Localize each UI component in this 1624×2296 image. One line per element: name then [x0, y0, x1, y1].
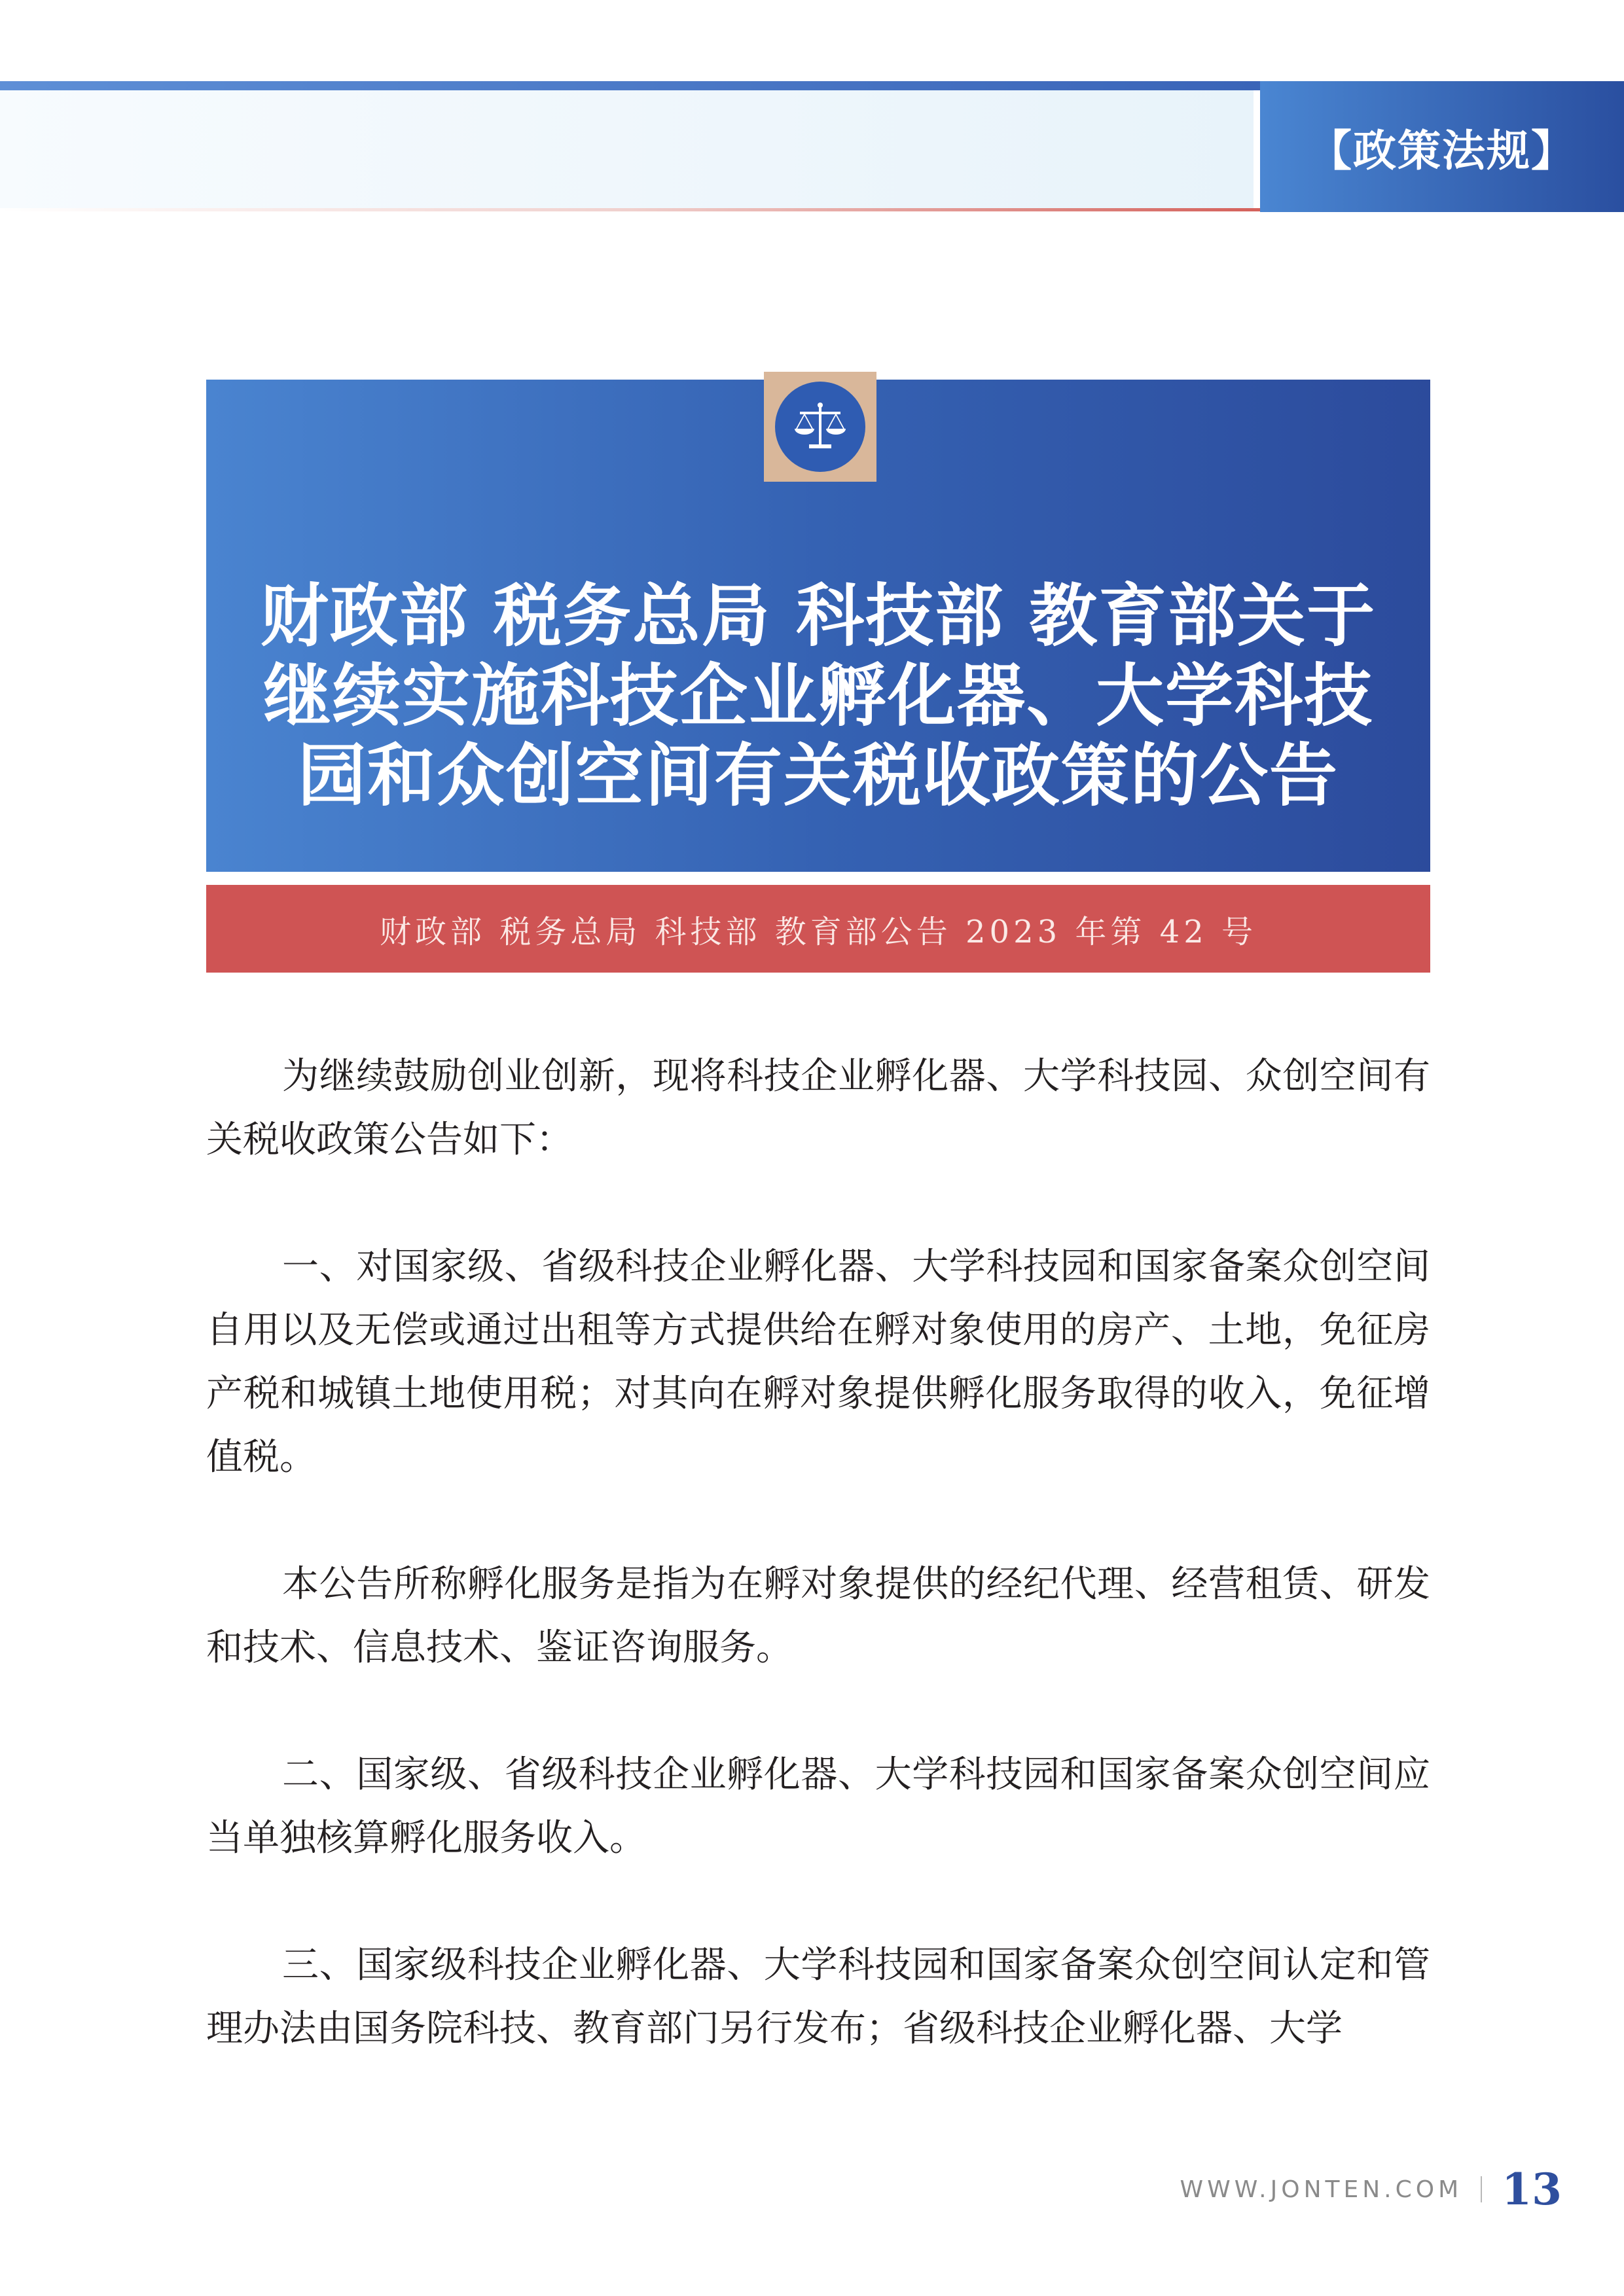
header-band — [0, 90, 1254, 208]
footer-separator — [1481, 2176, 1482, 2202]
article-body — [206, 1045, 1430, 2060]
page-number: 13 — [1502, 2164, 1562, 2215]
emblem-circle — [775, 382, 865, 472]
document-number: 财政部 税务总局 科技部 教育部公告 2023 年第 42 号 — [206, 885, 1430, 973]
page-title — [206, 576, 1430, 816]
body-paragraph: 二、国家级、省级科技企业孵化器、大学科技园和国家备案众创空间应当单独核算孵化服务收入。 — [206, 1753, 1430, 1859]
header-divider — [0, 208, 1260, 211]
body-paragraph: 为继续鼓励创业创新，现将科技企业孵化器、大学科技园、众创空间有关税收政策公告如下： — [206, 1055, 1430, 1161]
emblem — [764, 372, 876, 482]
title-line: 财政部 税务总局 科技部 教育部关于 — [260, 576, 1377, 656]
title-line: 继续实施科技企业孵化器、大学科技 — [262, 656, 1373, 736]
footer-website: WWW.JONTEN.COM — [1180, 2176, 1463, 2203]
body-paragraph: 三、国家级科技企业孵化器、大学科技园和国家备案众创空间认定和管理办法由国务院科技、教育部门另行发布；省级科技企业孵化器、大学 — [206, 1944, 1430, 2050]
section-label: 【政策法规】 — [1260, 81, 1624, 212]
footer — [1180, 2160, 1562, 2219]
header-top-rule — [0, 81, 1263, 90]
body-paragraph: 一、对国家级、省级科技企业孵化器、大学科技园和国家备案众创空间自用以及无偿或通过出租等方式提供给在孵对象使用的房产、土地，免征房产税和城镇土地使用税；对其向在孵对象提供孵化服务取得的收入，免征增值税。 — [206, 1246, 1430, 1479]
body-paragraph: 本公告所称孵化服务是指为在孵对象提供的经纪代理、经营租赁、研发和技术、信息技术、鉴证咨询服务。 — [206, 1563, 1430, 1669]
scales-of-justice-icon — [791, 397, 850, 456]
title-line: 园和众创空间有关税收政策的公告 — [297, 736, 1339, 816]
